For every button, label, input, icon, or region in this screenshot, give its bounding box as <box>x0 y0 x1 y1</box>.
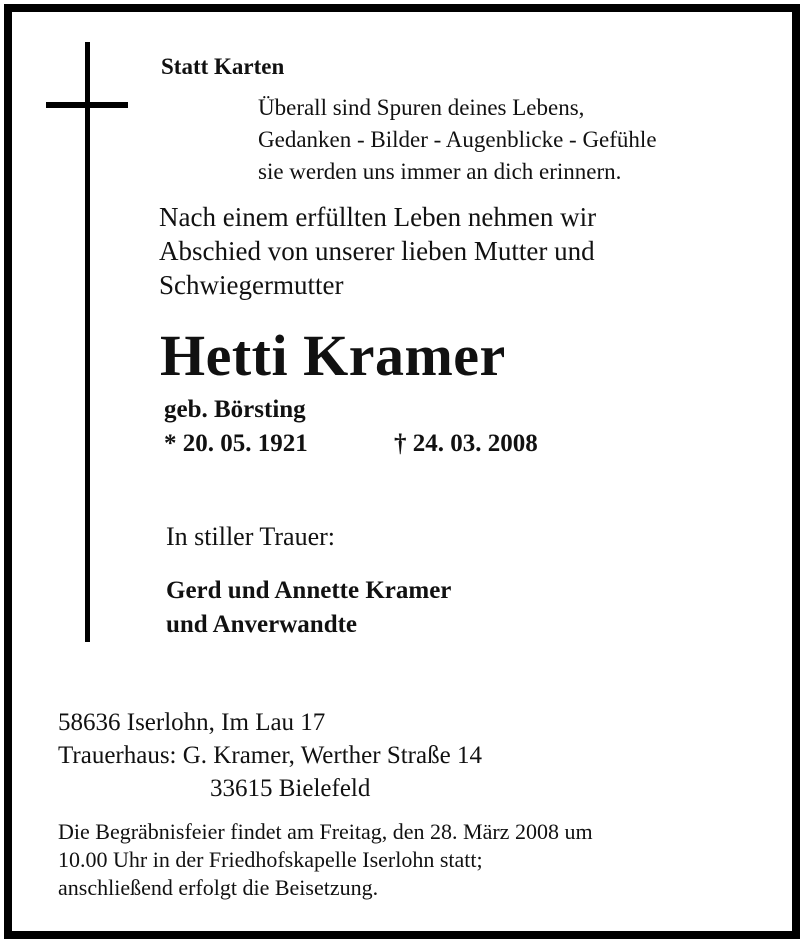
cross-vertical-bar <box>85 42 90 642</box>
death-date: † 24. 03. 2008 <box>394 430 538 457</box>
poem-line: Gedanken - Bilder - Augenblicke - Gefühle <box>258 127 657 152</box>
cross-horizontal-bar <box>46 102 128 108</box>
intro-line: Abschied von unserer lieben Mutter und <box>159 236 595 266</box>
intro-line: Nach einem erfüllten Leben nehmen wir <box>159 202 597 232</box>
mourner-line: und Anverwandte <box>166 611 358 638</box>
poem-line: sie werden uns immer an dich erinnern. <box>258 159 622 184</box>
mourners <box>166 574 451 642</box>
address-line: Trauerhaus: G. Kramer, Werther Straße 14 <box>58 742 482 769</box>
mourner-line: Gerd und Annette Kramer <box>166 577 452 604</box>
intro-line: Schwiegermutter <box>159 270 344 300</box>
birth-date: * 20. 05. 1921 <box>164 430 308 457</box>
obituary-frame <box>4 4 800 939</box>
address-line: 58636 Iserlohn, Im Lau 17 <box>58 709 326 736</box>
statt-karten-heading: Statt Karten <box>161 54 285 79</box>
funeral-line: anschließend erfolgt die Beisetzung. <box>58 875 379 900</box>
funeral-line: 10.00 Uhr in der Friedhofskapelle Iserlohn statt; <box>58 847 483 872</box>
mourning-label: In stiller Trauer: <box>166 522 335 551</box>
address-block <box>58 706 482 805</box>
life-dates <box>164 430 538 458</box>
address-line: 33615 Bielefeld <box>210 775 371 802</box>
funeral-notice <box>58 818 593 902</box>
born-name: geb. Börsting <box>164 396 306 423</box>
poem <box>258 92 657 188</box>
funeral-line: Die Begräbnisfeier findet am Freitag, den 28. März 2008 um <box>58 819 593 844</box>
intro-text <box>159 200 596 302</box>
poem-line: Überall sind Spuren deines Lebens, <box>258 95 585 120</box>
deceased-name: Hetti Kramer <box>160 323 506 388</box>
